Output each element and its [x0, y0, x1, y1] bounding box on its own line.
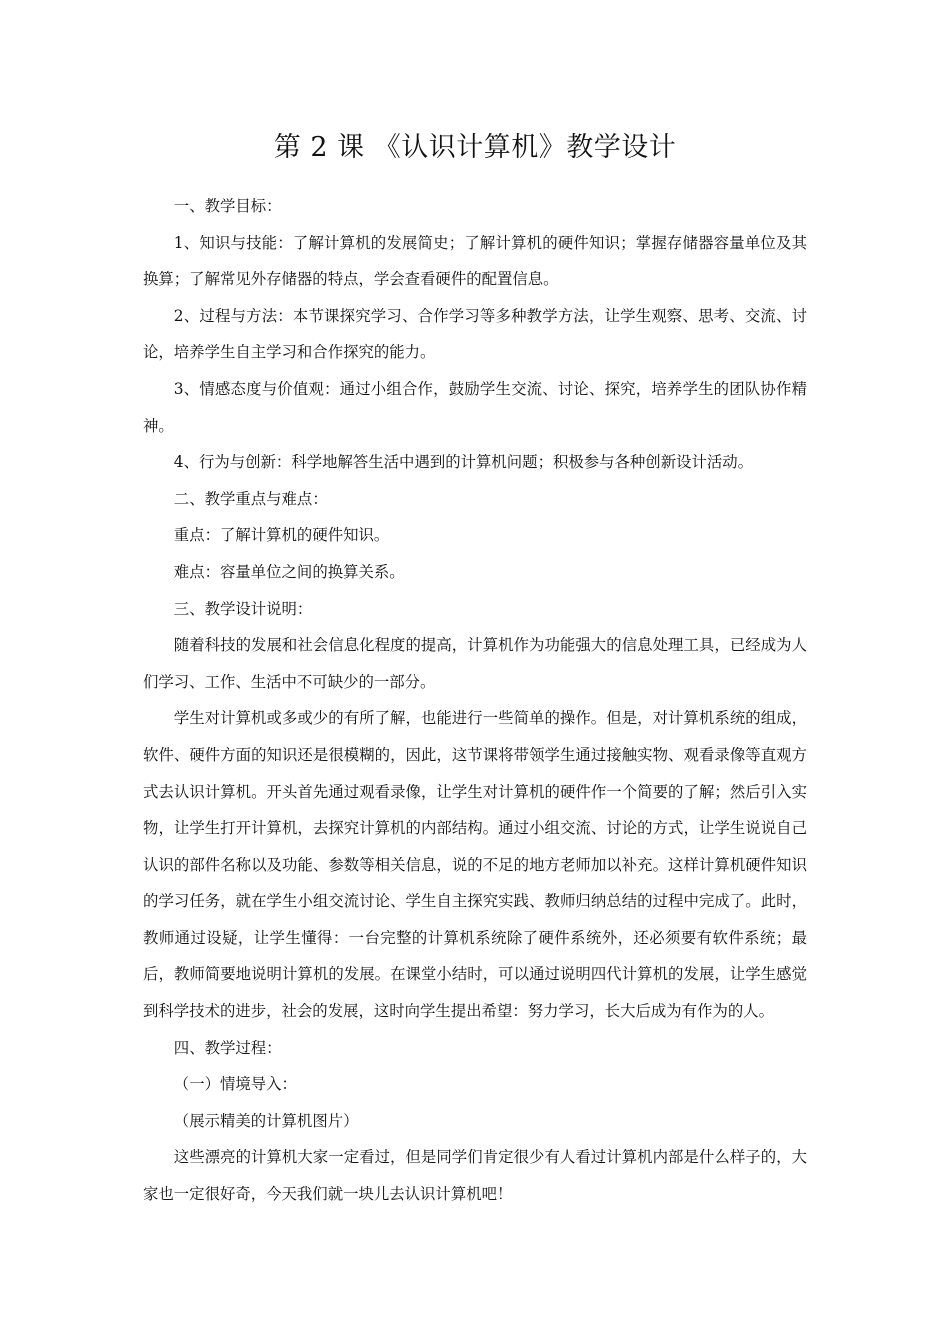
subheading-introduction: （一）情境导入： — [173, 1075, 297, 1094]
heading-key-points: 二、教学重点与难点： — [173, 489, 328, 508]
objective-behavior-innovation: 4、行为与创新：科学地解答生活中遇到的计算机问题；积极参与各种创新设计活动。 — [173, 453, 754, 472]
document-body — [143, 188, 807, 1213]
design-note-background: 随着科技的发展和社会信息化程度的提高，计算机作为功能强大的信息处理工具，已经成为人们学习、工作、生活中不可缺少的一部分。 — [143, 636, 807, 691]
objective-attitude-values: 3、情感态度与价值观：通过小组合作，鼓励学生交流、讨论、探究，培养学生的团队协作精神。 — [143, 379, 807, 435]
heading-design-notes: 三、教学设计说明： — [173, 599, 313, 618]
objective-knowledge-skills: 1、知识与技能：了解计算机的发展简史；了解计算机的硬件知识；掌握存储器容量单位及其换算；了解常见外存储器的特点，学会查看硬件的配置信息。 — [143, 233, 807, 289]
design-note-approach: 学生对计算机或多或少的有所了解，也能进行一些简单的操作。但是，对计算机系统的组成，软件、硬件方面的知识还是很模糊的，因此，这节课将带领学生通过接触实物、观看录像等直观方式去认识计算机。开头首先通过观看录像，让学生对计算机的硬件作一个简要的了解；然后引入实物，让学生打开计算机，去探究计算机的内部结构。通过小组交流、讨论的方式，让学生说说自己认识的部件名称以及功能、参数等相关信息，说的不足的地方老师加以补充。这样计算机硬件知识的学习任务，就在学生小组交流讨论、学生自主探究实践、教师归纳总结的过程中完成了。此时，教师通过设疑，让学生懂得：一台完整的计算机系统除了硬件系统外，还必须要有软件系统；最后，教师简要地说明计算机的发展。在课堂小结时，可以通过说明四代计算机的发展，让学生感觉到科学技术的进步，社会的发展，这时向学生提出希望：努力学习，长大后成为有作为的人。 — [143, 709, 807, 1021]
difficult-point: 难点：容量单位之间的换算关系。 — [173, 562, 405, 581]
objective-process-methods: 2、过程与方法：本节课探究学习、合作学习等多种教学方法，让学生观察、思考、交流、讨论，培养学生自主学习和合作探究的能力。 — [143, 306, 807, 362]
key-point: 重点：了解计算机的硬件知识。 — [173, 526, 390, 545]
stage-direction: （展示精美的计算机图片） — [173, 1111, 359, 1130]
document-title: 第 2 课 《认识计算机》教学设计 — [273, 132, 677, 163]
heading-teaching-process: 四、教学过程： — [173, 1038, 282, 1057]
introduction-text: 这些漂亮的计算机大家一定看过，但是同学们肯定很少有人看过计算机内部是什么样子的，大家也一定很好奇，今天我们就一块儿去认识计算机吧！ — [143, 1148, 807, 1204]
heading-objectives: 一、教学目标： — [173, 197, 282, 215]
